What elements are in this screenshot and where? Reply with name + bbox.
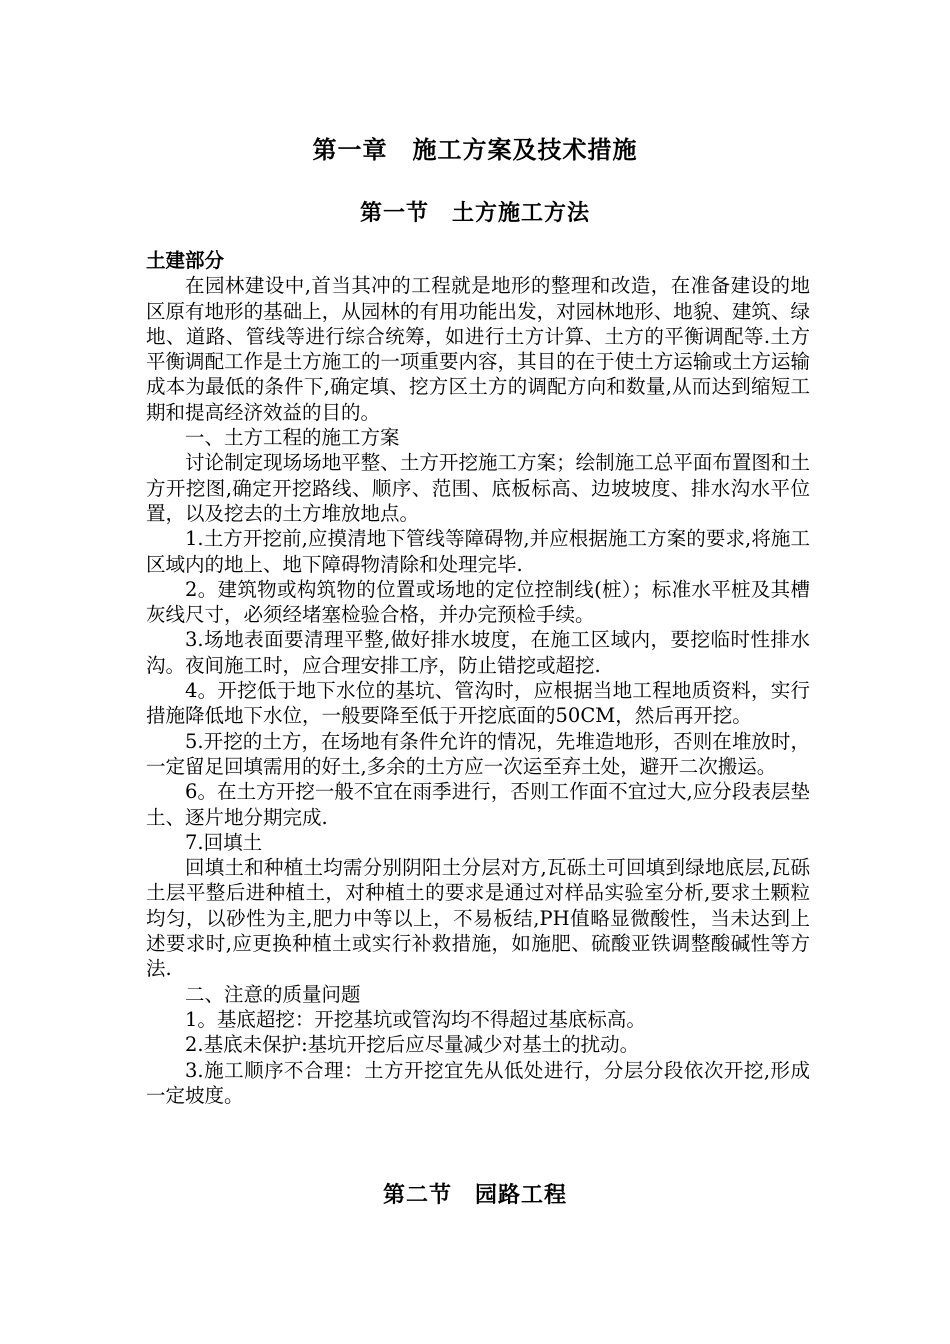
paragraph-heading-quality: 二、注意的质量问题	[185, 982, 361, 1006]
paragraph-item-3: 3.场地表面要清理平整,做好排水坡度，在施工区域内，要挖临时性排水沟。夜间施工时，应合理安排工序，防止错挖或超挖.	[146, 628, 810, 677]
paragraph-item-4: 4。开挖低于地下水位的基坑、管沟时，应根据当地工程地质资料，实行措施降低地下水位，一般要降至低于开挖底面的50CM，然后再开挖。	[146, 679, 810, 728]
paragraph-item-5: 5.开挖的土方，在场地有条件允许的情况，先堆造地形，否则在堆放时，一定留足回填需用的好土,多余的土方应一次运至弃土处，避开二次搬运。	[146, 729, 810, 778]
paragraph-heading-plan: 一、土方工程的施工方案	[185, 426, 400, 450]
section-title-earthwork: 第一节 土方施工方法	[359, 200, 590, 226]
paragraph-item-1: 1.土方开挖前,应摸清地下管线等障碍物,并应根据施工方案的要求,将施工区域内的地上、地下障碍物清除和处理完毕.	[146, 527, 810, 576]
paragraph-item-6: 6。在土方开挖一般不宜在雨季进行，否则工作面不宜过大,应分段表层垫土、逐片地分期完成.	[146, 780, 810, 829]
paragraph-item-2: 2。建筑物或构筑物的位置或场地的定位控制线(桩）；标准水平桩及其槽灰线尺寸，必须经堵塞检验合格，并办完预检手续。	[146, 577, 810, 627]
body-text	[146, 248, 810, 1108]
paragraph-intro: 在园林建设中,首当其冲的工程就是地形的整理和改造，在准备建设的地区原有地形的基础上，从园林的有用功能出发，对园林地形、地貌、建筑、绿地、道路、管线等进行综合统筹，如进行土方计算、土方的平衡调配等.土方平衡调配工作是土方施工的一项重要内容，其目的在于使土方运输或土方运输成本为最低的条件下,确定填、挖方区土方的调配方向和数量,从而达到缩短工期和提高经济效益的目的。	[146, 274, 810, 424]
paragraph-quality-2: 2.基底未保护:基坑开挖后应尽量减少对基土的扰动。	[185, 1033, 640, 1057]
paragraph-backfill: 回填土和种植土均需分别阴阳土分层对方,瓦砾土可回填到绿地底层,瓦砾土层平整后进种植土，对种植土的要求是通过对样品实验室分析,要求土颗粒均匀，以砂性为主,肥力中等以上，不易板结,PH值略显微酸性，当未达到上述要求时,应更换种植土或实行补救措施，如施肥、硫酸亚铁调整酸碱性等方法.	[146, 856, 810, 981]
subheading-civil: 土建部分	[146, 249, 225, 272]
paragraph-plan: 讨论制定现场场地平整、土方开挖施工方案；绘制施工总平面布置图和土方开挖图,确定开挖路线、顺序、范围、底板标高、边坡坡度、排水沟水平位置，以及挖去的土方堆放地点。	[146, 451, 810, 525]
paragraph-quality-1: 1。基底超挖：开挖基坑或管沟均不得超过基底标高。	[185, 1007, 646, 1031]
paragraph-quality-3: 3.施工顺序不合理：土方开挖宜先从低处进行，分层分段依次开挖,形成一定坡度。	[146, 1058, 810, 1107]
paragraph-item-7: 7.回填土	[185, 830, 263, 854]
chapter-title: 第一章 施工方案及技术措施	[312, 135, 638, 164]
section-title-garden-road: 第二节 园路工程	[382, 1182, 567, 1208]
